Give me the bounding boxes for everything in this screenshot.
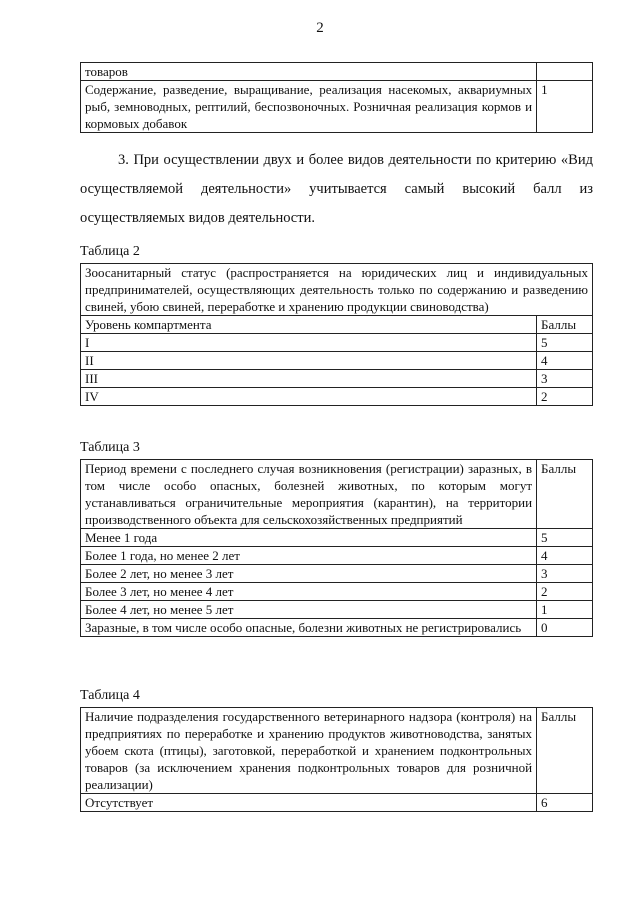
table-row: [81, 619, 593, 637]
table-column-row: [81, 316, 593, 334]
page-number: 2: [316, 20, 324, 36]
period-score: 3: [537, 565, 593, 583]
table3-col-score: Баллы: [537, 460, 593, 529]
table-row: [81, 565, 593, 583]
table2-col-score: Баллы: [537, 316, 593, 334]
table4-caption: Таблица 4: [80, 688, 140, 703]
table-row: [81, 547, 593, 565]
table-row: [81, 583, 593, 601]
activity-score: 1: [537, 81, 593, 133]
period-label: Более 1 года, но менее 2 лет: [81, 547, 537, 565]
period-score: 2: [537, 583, 593, 601]
activity-table: [80, 62, 593, 133]
activity-text: Содержание, разведение, выращивание, реализация насекомых, аквариумных рыб, земноводных, рептилий, беспозвоночных. Розничная реализация кормов и кормовых добавок: [81, 81, 537, 133]
level-score: 3: [537, 370, 593, 388]
table2-header: Зоосанитарный статус (распространяется на юридических лиц и индивидуальных предпринимателей, осуществляющих деятельность только по содержанию и разведению свиней, убою свиней, переработке и хранению продукции свиноводства): [81, 264, 593, 316]
table-row: [81, 794, 593, 812]
period-score: 4: [537, 547, 593, 565]
period-label: Более 2 лет, но менее 3 лет: [81, 565, 537, 583]
period-label: Более 3 лет, но менее 4 лет: [81, 583, 537, 601]
period-label: Более 4 лет, но менее 5 лет: [81, 601, 537, 619]
table-row: [81, 81, 593, 133]
presence-label: Отсутствует: [81, 794, 537, 812]
table-header-row: [81, 460, 593, 529]
level-label: I: [81, 334, 537, 352]
level-score: 4: [537, 352, 593, 370]
period-score: 1: [537, 601, 593, 619]
table4-header: Наличие подразделения государственного ветеринарного надзора (контроля) на предприятиях по переработке и хранению продуктов животноводства, занятых убоем скота (птицы), заготовкой, переработкой и хранением подконтрольных товаров (за исключением хранения подконтрольных товаров для розничной реализации): [81, 708, 537, 794]
activity-text: товаров: [81, 63, 537, 81]
level-label: III: [81, 370, 537, 388]
table2: [80, 263, 593, 406]
level-label: II: [81, 352, 537, 370]
table-header-row: [81, 264, 593, 316]
presence-score: 6: [537, 794, 593, 812]
table-row: [81, 529, 593, 547]
table-row: [81, 388, 593, 406]
activity-score: [537, 63, 593, 81]
table3-caption: Таблица 3: [80, 440, 140, 455]
period-score: 0: [537, 619, 593, 637]
table-row: [81, 601, 593, 619]
table4-col-score: Баллы: [537, 708, 593, 794]
table3: [80, 459, 593, 637]
period-label: Менее 1 года: [81, 529, 537, 547]
table-row: [81, 63, 593, 81]
table-row: [81, 352, 593, 370]
table-header-row: [81, 708, 593, 794]
table2-caption: Таблица 2: [80, 244, 140, 259]
level-label: IV: [81, 388, 537, 406]
paragraph-3: 3. При осуществлении двух и более видов деятельности по критерию «Вид осуществляемой деятельности» учитывается самый высокий балл из осуществляемых видов деятельности.: [80, 152, 593, 226]
period-label: Заразные, в том числе особо опасные, болезни животных не регистрировались: [81, 619, 537, 637]
table-row: [81, 334, 593, 352]
table-row: [81, 370, 593, 388]
level-score: 5: [537, 334, 593, 352]
table2-col-label: Уровень компартмента: [81, 316, 537, 334]
period-score: 5: [537, 529, 593, 547]
table3-header: Период времени с последнего случая возникновения (регистрации) заразных, в том числе особо опасных, болезней животных, по которым могут устанавливаться ограничительные мероприятия (карантин), на территории производственного объекта для сельскохозяйственных предприятий: [81, 460, 537, 529]
table4: [80, 707, 593, 812]
level-score: 2: [537, 388, 593, 406]
